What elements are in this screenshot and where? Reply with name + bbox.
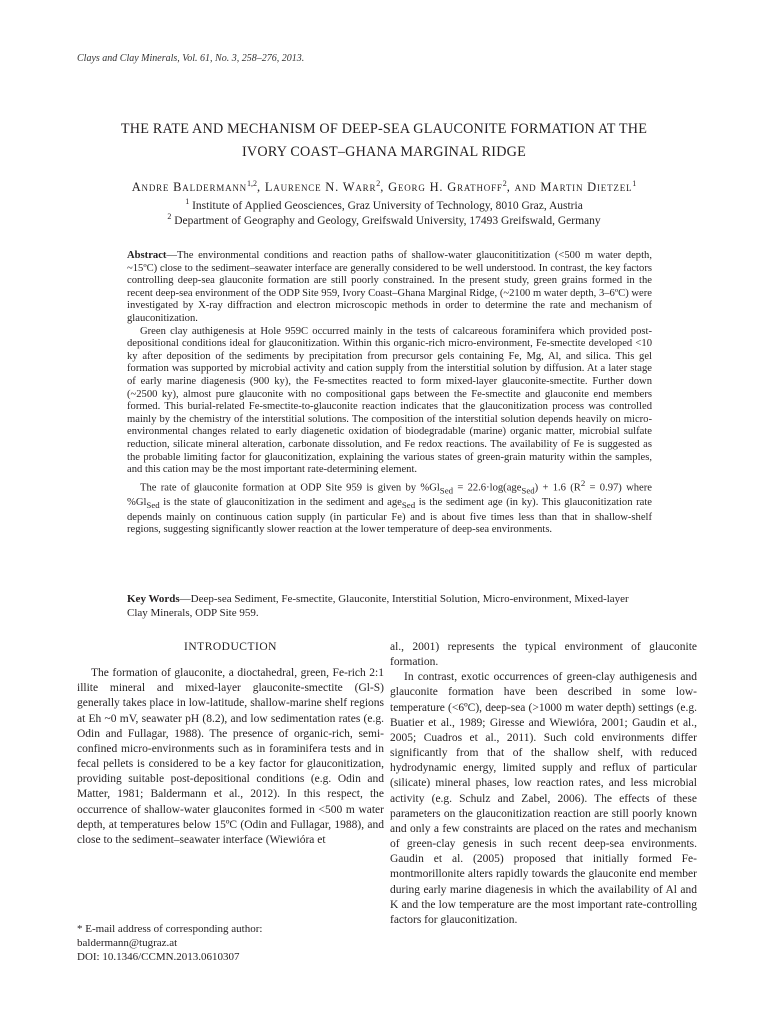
author-1-affil: 1,2 xyxy=(246,179,257,188)
author-4: and Martin Dietzel xyxy=(514,180,633,195)
author-1: Andre Baldermann xyxy=(131,180,247,195)
author-2-affil: 2 xyxy=(376,179,381,188)
author-list: Andre Baldermann$^{1,2}$, Laurence N. Warr$^2$, Georg H. Grathoff$^2$, and Martin Dietzel$^1$ xyxy=(131,179,637,195)
section-heading-introduction: INTRODUCTION xyxy=(184,641,277,653)
affiliation-2-marker: 2 xyxy=(167,212,172,221)
author-2: Laurence N. Warr xyxy=(264,180,377,195)
affiliation-1-marker: 1 xyxy=(185,197,190,206)
abstract-label: Abstract xyxy=(127,250,167,261)
abstract-paragraph-2: Green clay authigenesis at Hole 959C occurred mainly in the tests of calcareous foraminifera which provided post-depositional conditions ideal for glauconitization. Within this organic-rich micro-environment, Fe-smectite developed <10 ky after deposition of the sediments by precipitation from precursor gels containing Fe, Mg, Al, and silica. This gel formation was supported by microbial activity and cation supply from the interstitial solution by diffusion. At a later stage of early marine diagenesis (900 ky), the Fe-smectites reacted to form mixed-layer glauconite-smectite. Further down (~2500 ky), almost pure glauconite with no compositional gaps between the Fe-smectite and glauconite end members formed. This burial-related Fe-smectite-to-glauconite reaction indicates that the glauconitization process was controlled mainly by the chemistry of the interstitial solutions. The composition of the interstitial solution depends heavily on micro-environmental changes related to early diagenetic oxidation of biodegradable (marine) organic matter, microbial sulfate reduction, silicate mineral alteration, carbonate dissolution, and Fe redox reactions. The availability of Fe is suggested as the probable limiting factor for glauconitization, explaining the various states of green-grain maturity within the samples, and this cation may be the most important rate-determining element. xyxy=(127,325,652,476)
footnote-email[interactable]: baldermann@tugraz.at xyxy=(77,937,178,949)
affiliation-2-text: Department of Geography and Geology, Greifswald University, 17493 Greifswald, Germany xyxy=(174,214,601,227)
corresponding-author-footnote xyxy=(77,922,384,964)
left-column xyxy=(77,640,384,848)
abstract-p1-text: —The environmental conditions and reaction paths of shallow-water glauconititization (<500 m water depth, ~15ºC) close to the sediment–seawater interface are generally considered to be well understood. In contrast, the key factors controlling deep-sea glauconite formation are still poorly constrained. In the present study, green grains formed in the recent deep-sea environment of the ODP Site 959, Ivory Coast–Ghana Marginal Ridge, (~2100 m water depth, 3–6ºC) were investigated by X-ray diffraction and electron microscopic methods in order to determine the rate and mechanism of glauconitization. xyxy=(127,250,652,324)
affiliation-1 xyxy=(40,197,728,212)
right-column xyxy=(390,640,697,928)
right-paragraph-1: In contrast, exotic occurrences of green-clay authigenesis and glauconite formation have been described in some low-temperature (<6ºC), deep-sea (>1000 m water depth) settings (e.g. Buatier et al., 1989; Giresse and Wiewióra, 2001; Gaudin et al., 2005; Cuadros et al., 2011). Such cold environments differ significantly from that of the shallow shelf, with reduced hydrodynamic energy, limited supply and reflux of particular (silicate) mineral phases, low reaction rates, and less microbial activity (e.g. Schulz and Zabel, 2006). The effects of these parameters on the glauconitization reaction are still poorly known and only a few constraints are placed on the rates and mechanism of green-clay genesis in such recent deep-sea environments. Gaudin et al. (2005) proposed that initially formed Fe-montmorillonite alters rapidly towards the glauconite end member during early marine diagenesis in which the availability of Al and K and the low temperature are the most important rate-controlling factors for glauconitization. xyxy=(390,671,697,926)
footnote-line-1: * E-mail address of corresponding author: xyxy=(77,923,263,935)
abstract-paragraph-3: The rate of glauconite formation at ODP Site 959 is given by $\%Gl_{Sed} = 22.6\cdot\log(age_{Sed}) + 1.6$ $(R^2 = 0.97)$ where $\%Gl_{Sed}$ is the state of glauconitization in the sediment and age$_{Sed}$ is the sediment age (in ky). This glauconitization rate depends mainly on continuous cation supply (in particular Fe) and is about five times less than that in shallow-shelf regions, suggesting significantly slower reaction at the lower temperature of deep-sea environments. xyxy=(127,477,652,536)
keywords-label: Key Words xyxy=(127,593,180,605)
keywords-text: —Deep-sea Sediment, Fe-smectite, Glauconite, Interstitial Solution, Micro-environment, Mixed-layer Clay Minerals, ODP Site 959. xyxy=(127,593,629,619)
abstract xyxy=(127,250,652,537)
right-paragraph-0: al., 2001) represents the typical environment of glauconite formation. xyxy=(390,641,697,669)
affiliation-1-text: Institute of Applied Geosciences, Graz University of Technology, 8010 Graz, Austria xyxy=(192,199,583,212)
footnote-doi[interactable]: DOI: 10.1346/CCMN.2013.0610307 xyxy=(77,951,240,963)
title-line-2: IVORY COAST–GHANA MARGINAL RIDGE xyxy=(242,144,526,160)
journal-citation: Clays and Clay Minerals, Vol. 61, No. 3, 258–276, 2013. xyxy=(77,53,305,64)
author-3: Georg H. Grathoff xyxy=(388,180,503,195)
intro-paragraph-1: The formation of glauconite, a dioctahedral, green, Fe-rich 2:1 illite mineral and mixed-layer glauconite-smectite (Gl-S) generally takes place in low-latitude, shallow-marine shelf regions at Eh ~0 mV, seawater pH (8.2), and low sedimentation rates (e.g. Odin and Fullagar, 1988). The presence of organic-rich, semi-confined micro-environments such as in foraminifera tests and in fecal pellets is considered to be a key factor for glauconitization, providing suitable post-depositional conditions (e.g. Odin and Matter, 1981; Baldermann et al., 2012). In this respect, the occurrence of shallow-water glauconites formed in <500 m water depth, at temperatures below 15ºC (Odin and Fullagar, 1988), and close to the sediment–seawater interface (Wiewióra et xyxy=(77,667,384,846)
author-4-affil: 1 xyxy=(632,179,637,188)
article-title xyxy=(60,118,708,164)
author-3-affil: 2 xyxy=(502,179,507,188)
abstract-paragraph-1 xyxy=(127,250,652,326)
affiliation-2 xyxy=(40,212,728,227)
title-line-1: THE RATE AND MECHANISM OF DEEP-SEA GLAUCONITE FORMATION AT THE xyxy=(120,121,648,137)
keywords xyxy=(127,592,652,620)
